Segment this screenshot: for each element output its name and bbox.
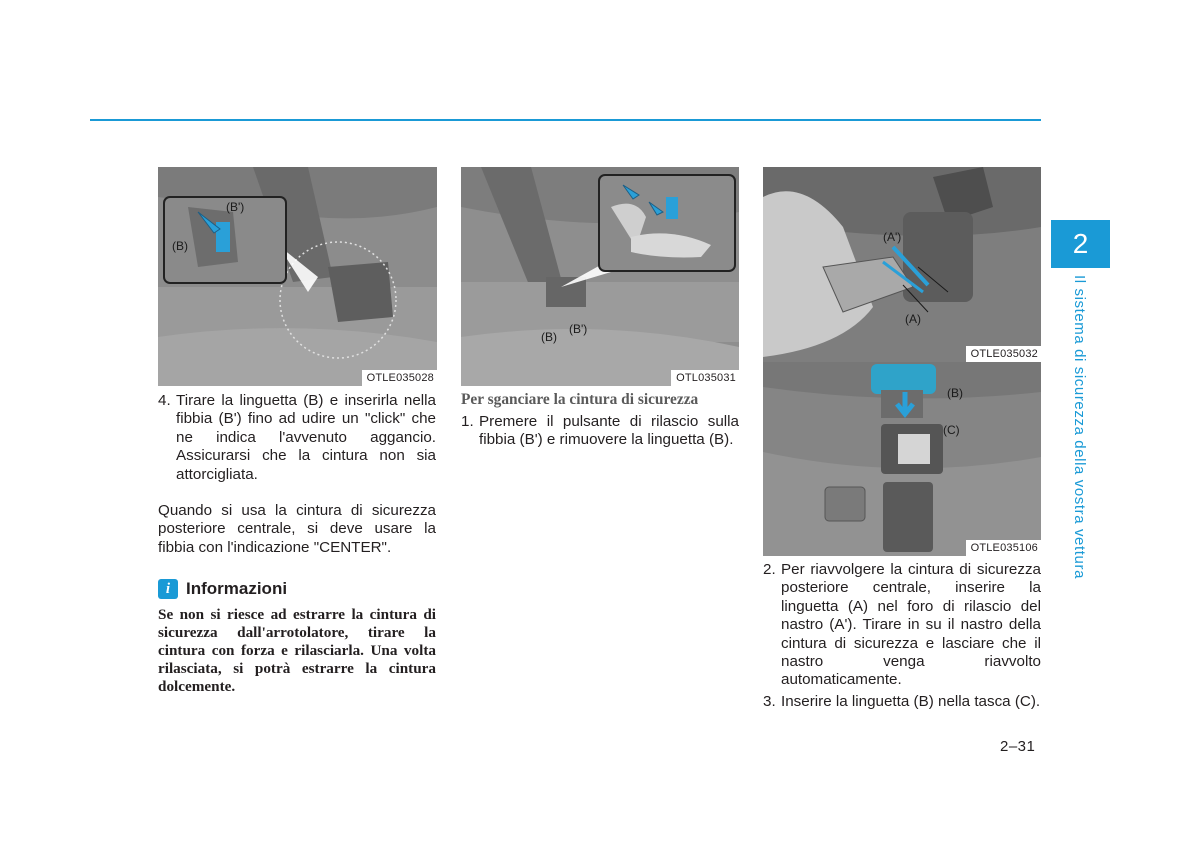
- figure-retract-belt-label-a: (A): [905, 312, 921, 326]
- figure-retract-belt-label-a-prime: (A'): [883, 230, 902, 244]
- figure-buckle-insert-label-b: (B): [172, 239, 188, 253]
- figure-stow-tongue-label-c: (C): [943, 423, 960, 437]
- info-title: Informazioni: [186, 579, 288, 599]
- step-4: [158, 392, 436, 484]
- step-text: Premere il pulsante di rilascio sulla fibbia (B') e rimuovere la linguetta (B).: [479, 413, 739, 449]
- figure-retract-belt: [763, 167, 1041, 362]
- figure-buckle-release: [461, 167, 739, 386]
- step-text: Per riavvolgere la cintura di sicurezza posteriore centrale, inserire la linguetta (A) nel foro di rilascio del nastro (A'). Tirare in su il nastro della cintura di sicurezza e lasciare che il nastro venga riavvolto automaticamente.: [781, 561, 1041, 689]
- step-text: Inserire la linguetta (B) nella tasca (C).: [781, 692, 1041, 710]
- figure-stow-tongue: [763, 362, 1041, 556]
- figure-stow-tongue-label-b: (B): [947, 386, 963, 400]
- info-text: Se non si riesce ad estrarre la cintura di sicurezza dall'arrotolatore, tirare la cintura con forza e rilasciarla. Una volta rilasciata, si potrà estrarre la cintura dolcemente.: [158, 606, 436, 696]
- page-number: 2–31: [1000, 738, 1036, 755]
- step-number: 2.: [763, 561, 776, 578]
- figure-buckle-insert-illustration: [158, 167, 437, 386]
- info-icon: i: [158, 579, 178, 599]
- center-buckle-note: Quando si usa la cintura di sicurezza posteriore centrale, si deve usare la fibbia con l'indicazione "CENTER".: [158, 502, 436, 556]
- figure-stow-tongue-illustration: [763, 362, 1041, 556]
- column-right: [763, 561, 1041, 711]
- step-2: [763, 561, 1041, 690]
- figure-code: OTLE035106: [966, 540, 1041, 556]
- figure-retract-belt-illustration: [763, 167, 1041, 362]
- figure-buckle-insert: [158, 167, 437, 386]
- step-3: [763, 693, 1041, 711]
- info-header: [158, 579, 436, 599]
- chapter-tab: 2: [1051, 220, 1110, 268]
- figure-code: OTLE035032: [966, 346, 1041, 362]
- step-number: 3.: [763, 692, 776, 710]
- section-heading: Per sganciare la cintura di sicurezza: [461, 391, 699, 408]
- chapter-side-title: Il sistema di sicurezza della vostra vettura: [1071, 275, 1088, 580]
- step-number: 1.: [461, 413, 474, 430]
- top-rule: [90, 119, 1041, 121]
- step-text: Tirare la linguetta (B) e inserirla nella fibbia (B') fino ad udire un "click" che ne indica l'avvenuto aggancio. Assicurarsi che la cintura non sia attorcigliata.: [176, 392, 436, 483]
- step-1: [461, 413, 739, 450]
- column-middle: [461, 391, 739, 450]
- figure-buckle-release-label-b-prime: (B'): [569, 322, 588, 336]
- step-number: 4.: [158, 392, 171, 409]
- column-left: [158, 392, 436, 696]
- figure-buckle-release-illustration: [461, 167, 739, 386]
- figure-buckle-release-label-b: (B): [541, 330, 557, 344]
- figure-buckle-insert-label-b-prime: (B'): [226, 200, 245, 214]
- figure-code: OTL035031: [671, 370, 739, 386]
- figure-code: OTLE035028: [362, 370, 437, 386]
